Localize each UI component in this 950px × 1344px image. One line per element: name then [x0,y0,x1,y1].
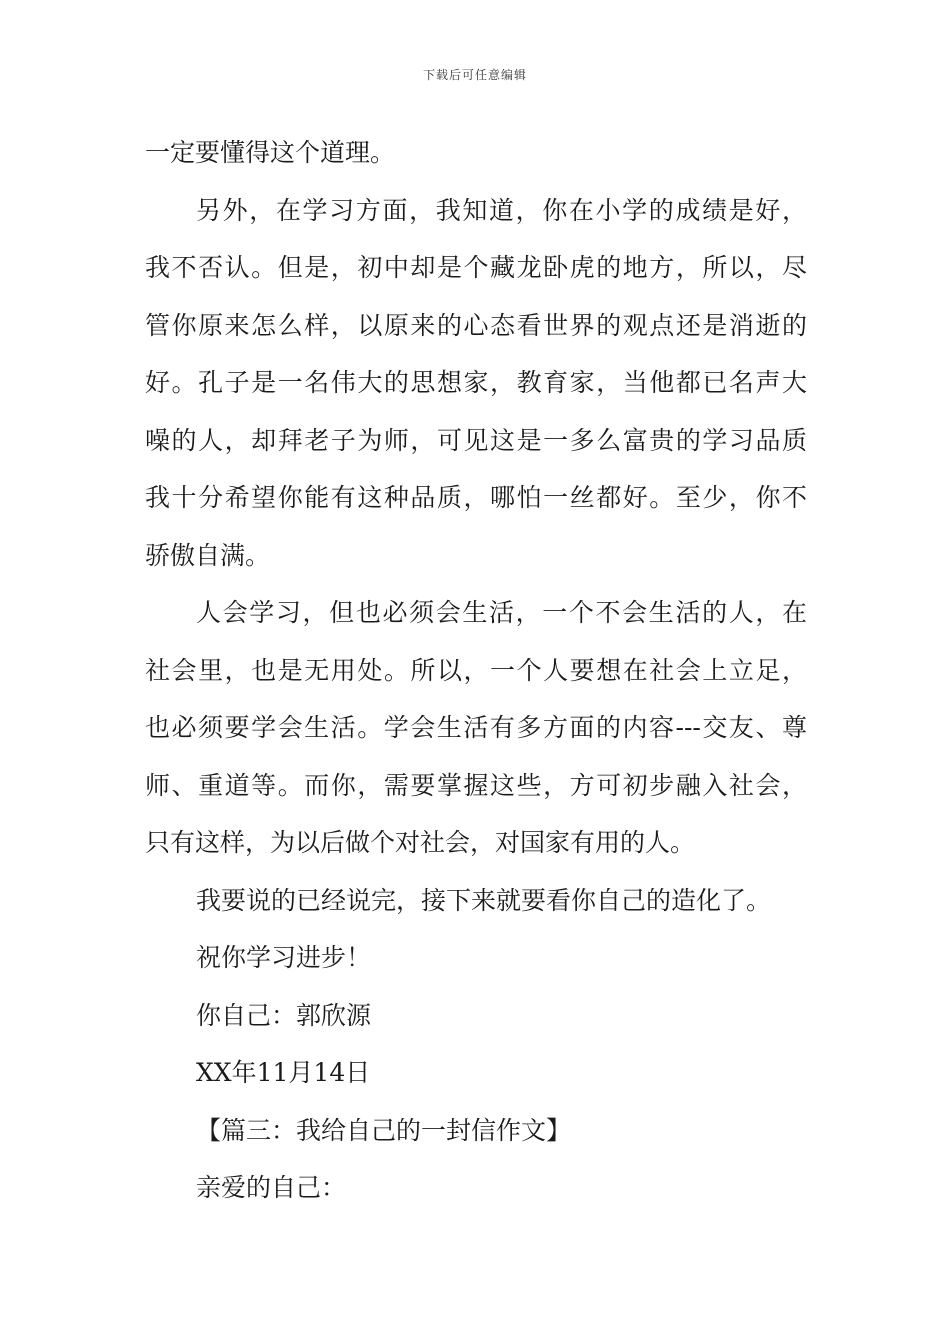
text-line: 骄傲自满。 [145,540,271,570]
text-line: 好。孔子是一名伟大的思想家，教育家，当他都已名声大 [145,368,807,397]
text-line: 师、重道等。而你，需要掌握这些，方可初步融入社会， [145,770,807,800]
text-line: 我十分希望你能有这种品质，哪怕一丝都好。至少，你不 [145,483,807,512]
text-line: 一定要懂得这个道理。 [145,138,396,167]
text-line: 我不否认。但是，初中却是个藏龙卧虎的地方，所以，尽 [145,253,807,282]
text-line: 只有这样，为以后做个对社会，对国家有用的人。 [145,828,696,857]
page-header: 下载后可任意编辑 [422,68,527,82]
document-body [145,124,807,1217]
text-line: 我要说的已经说完，接下来就要看你自己的造化了。 [196,885,772,915]
text-line: 噪的人，却拜老子为师，可见这是一多么富贵的学习品质 [145,425,807,455]
text-line: XX年11月14日 [196,1058,371,1087]
text-line: 【篇三：我给自己的一封信作文】 [196,1115,572,1145]
text-line: 另外，在学习方面，我知道，你在小学的成绩是好， [196,195,807,225]
text-line: 也必须要学会生活。学会生活有多方面的内容---交友、尊 [145,713,807,742]
text-line: 亲爱的自己： [196,1173,347,1202]
text-line: 祝你学习进步！ [196,943,372,972]
text-line: 管你原来怎么样，以原来的心态看世界的观点还是消逝的 [145,310,807,340]
text-line: 你自己：郭欣源 [196,1000,372,1030]
text-line: 人会学习，但也必须会生活，一个不会生活的人，在 [196,598,807,627]
text-line: 社会里，也是无用处。所以，一个人要想在社会上立足， [145,655,807,685]
